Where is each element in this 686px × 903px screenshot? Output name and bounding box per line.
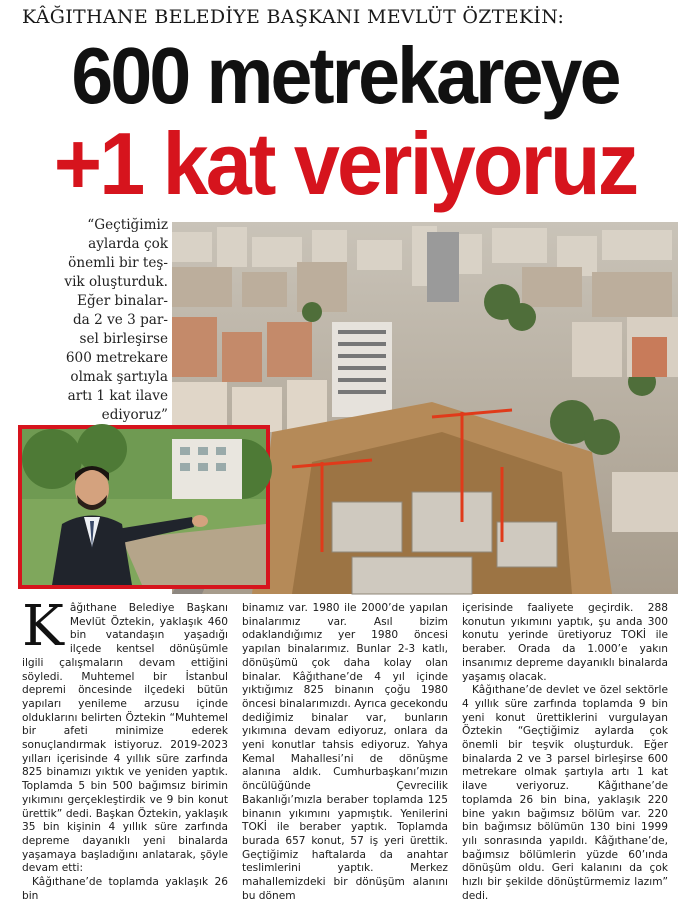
quote-line: “Geçtiğimiz bbox=[87, 217, 168, 233]
quote-line: ediyoruz” bbox=[101, 407, 168, 423]
headline-line-1: 600 metrekareye bbox=[71, 31, 619, 120]
quote-line: aylarda çok bbox=[88, 236, 168, 252]
kicker: KÂĞITHANE BELEDİYE BAŞKANI MEVLÜT ÖZTEKİN: bbox=[22, 6, 565, 28]
article-paragraph: Kâğıthane’de devlet ve özel sektörle 4 yıllık süre zarfında toplamda 9 bin yeni konut ürettiklerini vurgulayan Öztekin “Geçtiğimiz aylarda çok önemli bir teşvik oluşturduk. Eğer binalarda 2 ve 3 parsel birleşirse 600 metrekare olmak şartıyla artı 1 kat ilave veriyoruz. Kâğıthane’de toplamda 26 bin bina, yaklaşık 220 bine yakın bağımsız bölüm var. 220 bin bağımsız bölümün 130 bini 1999 yılı sonrasında yapıldı. Kâğıthane’de, bağımsız bölümlerin yüzde 60’ında dönüşüm oldu. Geri kalanını da çok hızlı bir şekilde dönüştürmemiz lazım” dedi. bbox=[462, 684, 668, 902]
article-text: âğıthane Belediye Başkanı Mevlüt Öztekin, yaklaşık 460 bin vatandaşın yaşadığı ilçede kentsel dönüşümle ilgili çalışmaların devam ettiğini söyledi. Muhtemel bir İstanbul depremi öncesinde ilçedeki bütün yapıları yenileme arzusu içinde olduklarını belirten Öztekin “Muhtemel bir afeti minimize ederek sonuçlandırmak istiyoruz. 2019-2023 yılları içerisinde 4 yıllık süre zarfında 825 binamızı yıktık ve yeniden yaptık. Toplamda 5 bin 500 bağımsız birimin yıkımını gerçekleştirdik ve 9 bin konut ürettik” dedi. Başkan Öztekin, yaklaşık 35 bin kişinin 4 yıllık süre zarfında depreme dayanıklı yeni binalarda yaşamaya başladığını anlatarak, şöyle devam etti: bbox=[22, 602, 228, 875]
article-paragraph: Kâğıthane’de toplamda yaklaşık 26 bin bbox=[22, 876, 228, 902]
quote-line: olmak şartıyla bbox=[70, 369, 168, 385]
article-paragraph bbox=[22, 594, 228, 876]
mayor-portrait-photo bbox=[18, 425, 270, 589]
quote-line: da 2 ve 3 par- bbox=[72, 312, 168, 328]
quote-line: vik oluşturduk. bbox=[64, 274, 168, 290]
headline-line-2: +1 kat veriyoruz bbox=[53, 114, 637, 213]
article-column-3 bbox=[462, 602, 668, 903]
article-body bbox=[22, 594, 670, 903]
pull-quote bbox=[18, 216, 168, 425]
article-paragraph: binamız var. 1980 ile 2000’de yapılan binalarımız var. Asıl bizim odaklandığımız yer 1980 öncesi yapılan binalarımız. Bunlar 2-3 katlı, dönüşümü çok daha kolay olan binalar. Kâğıthane’de 4 yıl içinde yıktığımız 825 binanın çoğu 1980 öncesi binalarımızdı. Ayrıca gecekondu dediğimiz binalar var, bunların yıkımına devam ediyoruz, onlara da yeni konutlar tahsis ediyoruz. Yahya Kemal Mahallesi’ni de dönüşme alanına aldık. Cumhurbaşkanı’mızın öncülüğünde Çevrecilik Bakanlığı’mızla beraber toplamda 125 binanın yıkımını yapmıştık. Yenilerini TOKİ ile beraber yaptık. Toplamda burada 657 konut, 57 iş yeri ürettik. Geçtiğimiz haftalarda da anahtar teslimlerini yaptık. Merkez mahallemizdeki bir dönüşüm alanını bu dönem bbox=[242, 602, 448, 902]
quote-line: 600 metrekare bbox=[65, 350, 168, 366]
quote-line: önemli bir teş- bbox=[68, 255, 168, 271]
dropcap: K bbox=[22, 594, 64, 659]
quote-line: artı 1 kat ilave bbox=[67, 388, 168, 404]
article-column-2 bbox=[242, 602, 448, 903]
quote-line: sel birleşirse bbox=[79, 331, 168, 347]
article-paragraph: içerisinde faaliyete geçirdik. 288 konutun yıkımını yaptık, şu anda 300 konutu yerinde üretiyoruz TOKİ ile beraber. Orada da 1.000’e yakın insanımız depreme dayanıklı binalarda yaşamış olacak. bbox=[462, 602, 668, 683]
quote-line: Eğer binalar- bbox=[77, 293, 168, 309]
article-column-1 bbox=[22, 594, 228, 903]
